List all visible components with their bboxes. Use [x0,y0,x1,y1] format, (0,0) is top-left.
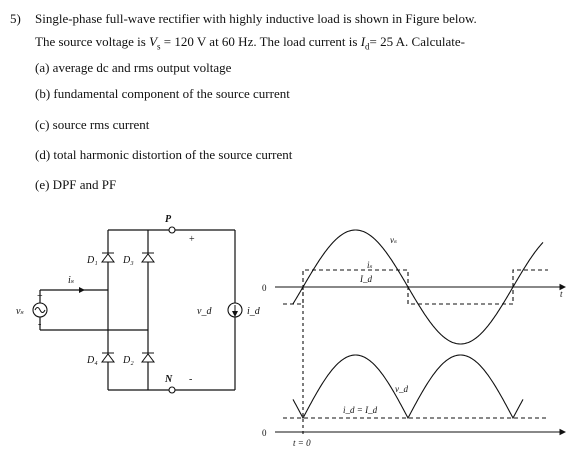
label-src-minus: - [38,319,42,330]
vd-waveform [293,355,523,418]
Id-level-label: I_d [360,274,372,284]
is-wave-label: iₛ [367,260,373,270]
label-is-source: iₛ [68,275,75,286]
label-plus-top: + [189,234,195,245]
label-vs-source: vₛ [16,306,24,317]
bottom-origin-label: 0 [262,428,267,438]
vs-subscript: s [157,41,161,52]
vd-wave-label: v_d [395,384,408,394]
label-n: N [165,374,173,385]
id-subscript: d [365,41,370,52]
line2-part-b: = 120 V at 60 Hz. The load current is [160,34,361,49]
part-b: (b) fundamental component of the source current [35,86,290,101]
label-p: P [165,214,172,225]
part-d: (d) total harmonic distortion of the source current [35,147,293,162]
vs-symbol: V [149,34,158,49]
vs-wave-label: vₛ [390,235,398,245]
line2-part-a: The source voltage is [35,34,150,49]
line2-part-c: = 25 A. Calculate- [369,34,465,49]
label-id: i_d [247,306,260,317]
t0-label: t = 0 [293,438,311,448]
id-symbol: I [360,34,366,49]
label-src-plus: + [37,291,43,302]
label-d1: D₁ [87,255,98,266]
part-e: (e) DPF and PF [35,177,117,192]
t-label: t [560,289,563,299]
question-number: 5) [10,11,21,26]
label-minus-bottom: - [189,374,193,385]
label-d2: D₂ [123,355,134,366]
question-line-1: Single-phase full-wave rectifier with highly inductive load is shown in Figure below. [35,11,477,26]
top-origin-label: 0 [262,283,267,293]
id-eq-label: i_d = I_d [343,405,378,415]
label-d3: D₃ [123,255,134,266]
part-c: (c) source rms current [35,117,150,132]
part-a: (a) average dc and rms output voltage [35,60,232,75]
label-d4: D₄ [87,355,98,366]
label-vd: v_d [197,306,212,317]
